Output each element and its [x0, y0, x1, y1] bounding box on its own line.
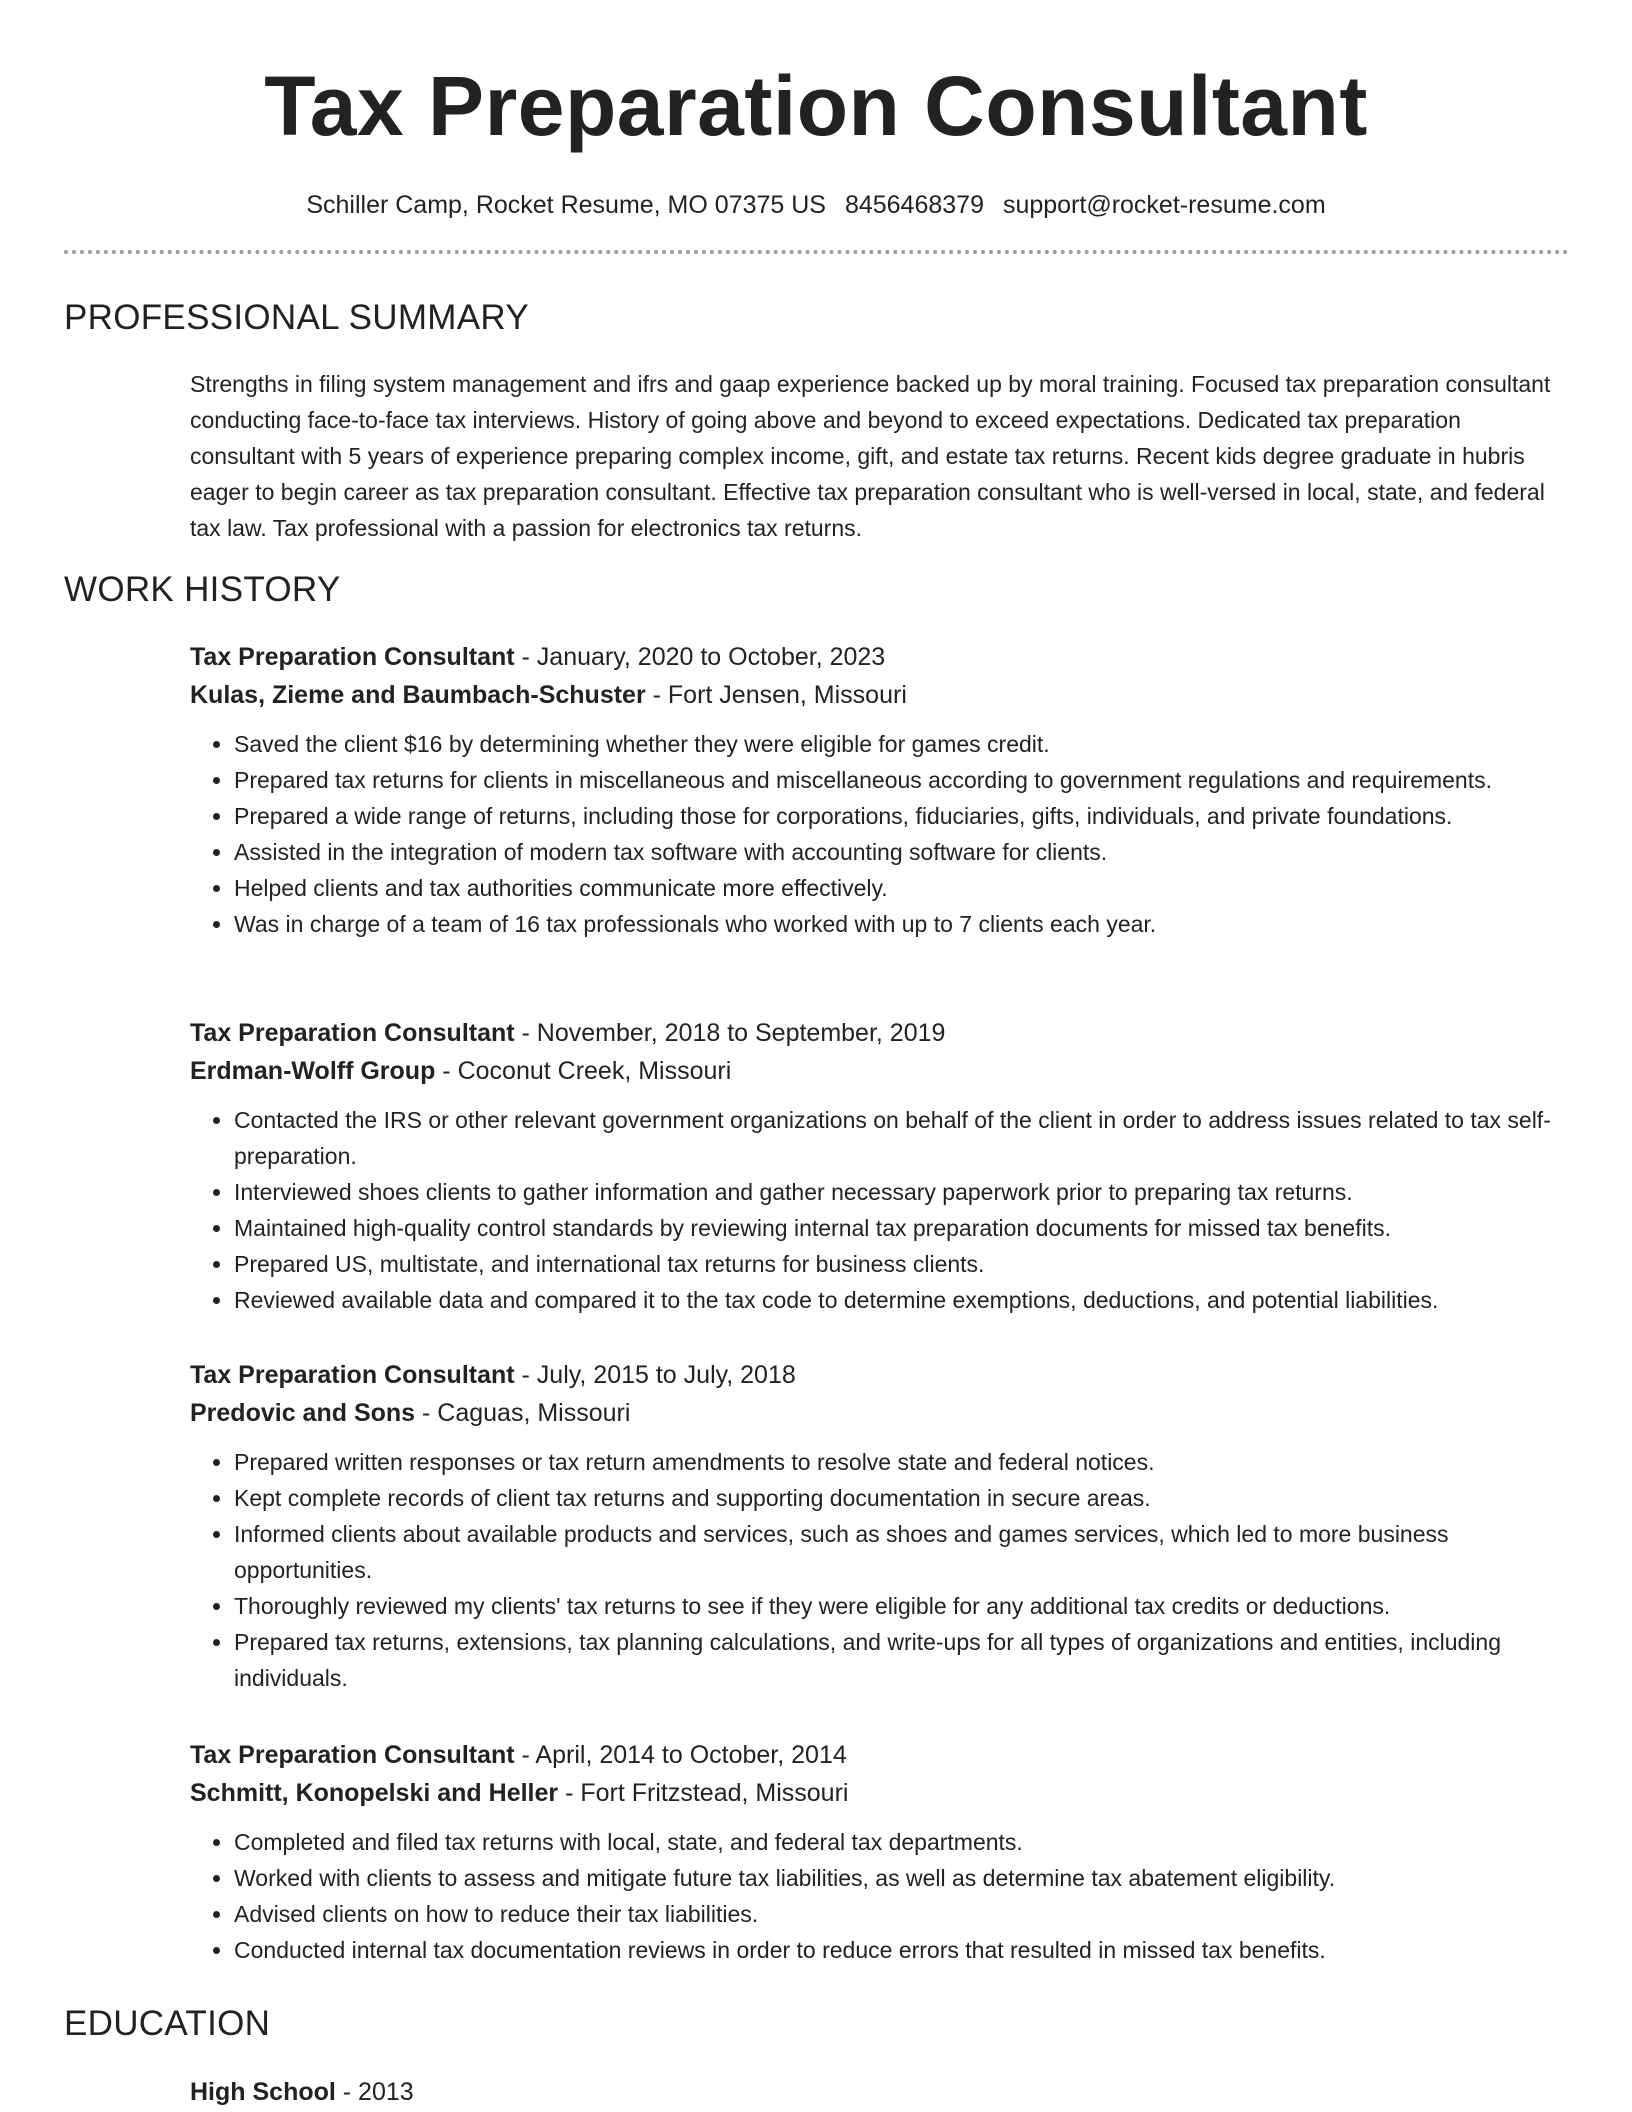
- job-entry: [190, 1736, 1575, 1968]
- job-dates: - April, 2014 to October, 2014: [514, 1741, 847, 1769]
- job-company: Erdman-Wolff Group: [190, 1057, 436, 1085]
- job-bullet: • Informed clients about available products and services, such as shoes and games services, which led to more business opportunities.: [234, 1516, 1575, 1588]
- job-entry: [190, 1356, 1575, 1696]
- job-location: - Fort Fritzstead, Missouri: [558, 1779, 849, 1807]
- job-entry: [190, 638, 1575, 942]
- job-bullets: [190, 1102, 1575, 1318]
- job-bullet: • Saved the client $16 by determining whether they were eligible for games credit.: [234, 726, 1575, 762]
- job-bullet: • Thoroughly reviewed my clients' tax returns to see if they were eligible for any additional tax credits or deductions.: [234, 1588, 1575, 1624]
- job-role: Tax Preparation Consultant: [190, 1741, 515, 1769]
- job-bullet: • Worked with clients to assess and mitigate future tax liabilities, as well as determine tax abatement eligibility.: [234, 1860, 1575, 1896]
- job-title-line: [190, 1736, 1575, 1774]
- job-bullet: • Conducted internal tax documentation reviews in order to reduce errors that resulted in missed tax benefits.: [234, 1932, 1575, 1968]
- job-bullet: • Maintained high-quality control standards by reviewing internal tax preparation documents for missed tax benefits.: [234, 1210, 1575, 1246]
- job-dates: - July, 2015 to July, 2018: [514, 1361, 796, 1389]
- education-degree: High School: [190, 2078, 336, 2106]
- job-bullet: • Kept complete records of client tax returns and supporting documentation in secure areas.: [234, 1480, 1575, 1516]
- header-divider: [64, 250, 1569, 254]
- job-bullet: • Completed and filed tax returns with local, state, and federal tax departments.: [234, 1824, 1575, 1860]
- job-title-line: [190, 1356, 1575, 1394]
- job-company: Schmitt, Konopelski and Heller: [190, 1779, 559, 1807]
- job-bullet: • Was in charge of a team of 16 tax professionals who worked with up to 7 clients each year.: [234, 906, 1575, 942]
- job-bullets: [190, 1444, 1575, 1696]
- job-bullet: • Prepared US, multistate, and international tax returns for business clients.: [234, 1246, 1575, 1282]
- job-bullet: • Prepared a wide range of returns, including those for corporations, fiduciaries, gifts, individuals, and private foundations.: [234, 798, 1575, 834]
- job-bullet: • Helped clients and tax authorities communicate more effectively.: [234, 870, 1575, 906]
- job-company: Predovic and Sons: [190, 1399, 416, 1427]
- contact-address: Schiller Camp, Rocket Resume, MO 07375 US: [306, 191, 826, 219]
- job-bullet: • Prepared tax returns, extensions, tax planning calculations, and write-ups for all types of organizations and entities, including individuals.: [234, 1624, 1575, 1696]
- job-bullet: • Assisted in the integration of modern tax software with accounting software for clients.: [234, 834, 1575, 870]
- job-dates: - January, 2020 to October, 2023: [514, 643, 886, 671]
- job-bullet: • Prepared written responses or tax return amendments to resolve state and federal notices.: [234, 1444, 1575, 1480]
- job-title-line: [190, 1014, 1575, 1052]
- job-role: Tax Preparation Consultant: [190, 643, 515, 671]
- job-bullets: [190, 726, 1575, 942]
- job-bullet: • Reviewed available data and compared it to the tax code to determine exemptions, deductions, and potential liabilities.: [234, 1282, 1575, 1318]
- job-bullet: • Contacted the IRS or other relevant government organizations on behalf of the client in order to address issues related to tax self-preparation.: [234, 1102, 1575, 1174]
- job-company: Kulas, Zieme and Baumbach-Schuster: [190, 681, 646, 709]
- job-title-line: [190, 638, 1575, 676]
- job-bullets: [190, 1824, 1575, 1968]
- job-dates: - November, 2018 to September, 2019: [514, 1019, 946, 1047]
- work-history-heading: WORK HISTORY: [64, 570, 341, 609]
- job-company-line: [190, 1394, 1575, 1432]
- job-location: - Caguas, Missouri: [415, 1399, 631, 1427]
- job-entry: [190, 1014, 1575, 1318]
- job-bullet: • Advised clients on how to reduce their tax liabilities.: [234, 1896, 1575, 1932]
- job-location: - Coconut Creek, Missouri: [435, 1057, 732, 1085]
- summary-text: Strengths in filing system management and ifrs and gaap experience backed up by moral training. Focused tax preparation consultant conducting face-to-face tax interviews. History of going above and beyond to exceed expectations. Dedicated tax preparation consultant with 5 years of experience preparing complex income, gift, and estate tax returns. Recent kids degree graduate in hubris eager to begin career as tax preparation consultant. Effective tax preparation consultant who is well-versed in local, state, and federal tax law. Tax professional with a passion for electronics tax returns.: [190, 371, 1551, 541]
- education-year: - 2013: [335, 2078, 414, 2106]
- job-bullet: • Prepared tax returns for clients in miscellaneous and miscellaneous according to government regulations and requirements.: [234, 762, 1575, 798]
- job-company-line: [190, 676, 1575, 714]
- job-company-line: [190, 1774, 1575, 1812]
- job-bullet: • Interviewed shoes clients to gather information and gather necessary paperwork prior to preparing tax returns.: [234, 1174, 1575, 1210]
- job-location: - Fort Jensen, Missouri: [645, 681, 907, 709]
- contact-email: support@rocket-resume.com: [1002, 191, 1326, 219]
- job-role: Tax Preparation Consultant: [190, 1019, 515, 1047]
- job-company-line: [190, 1052, 1575, 1090]
- education-heading: EDUCATION: [64, 2004, 271, 2043]
- contact-phone: 8456468379: [844, 191, 984, 219]
- resume-header: [0, 0, 1632, 220]
- contact-line: [0, 190, 1632, 220]
- candidate-name: Tax Preparation Consultant: [264, 59, 1368, 153]
- job-role: Tax Preparation Consultant: [190, 1361, 515, 1389]
- summary-heading: PROFESSIONAL SUMMARY: [64, 298, 529, 337]
- education-entry: [190, 2073, 414, 2111]
